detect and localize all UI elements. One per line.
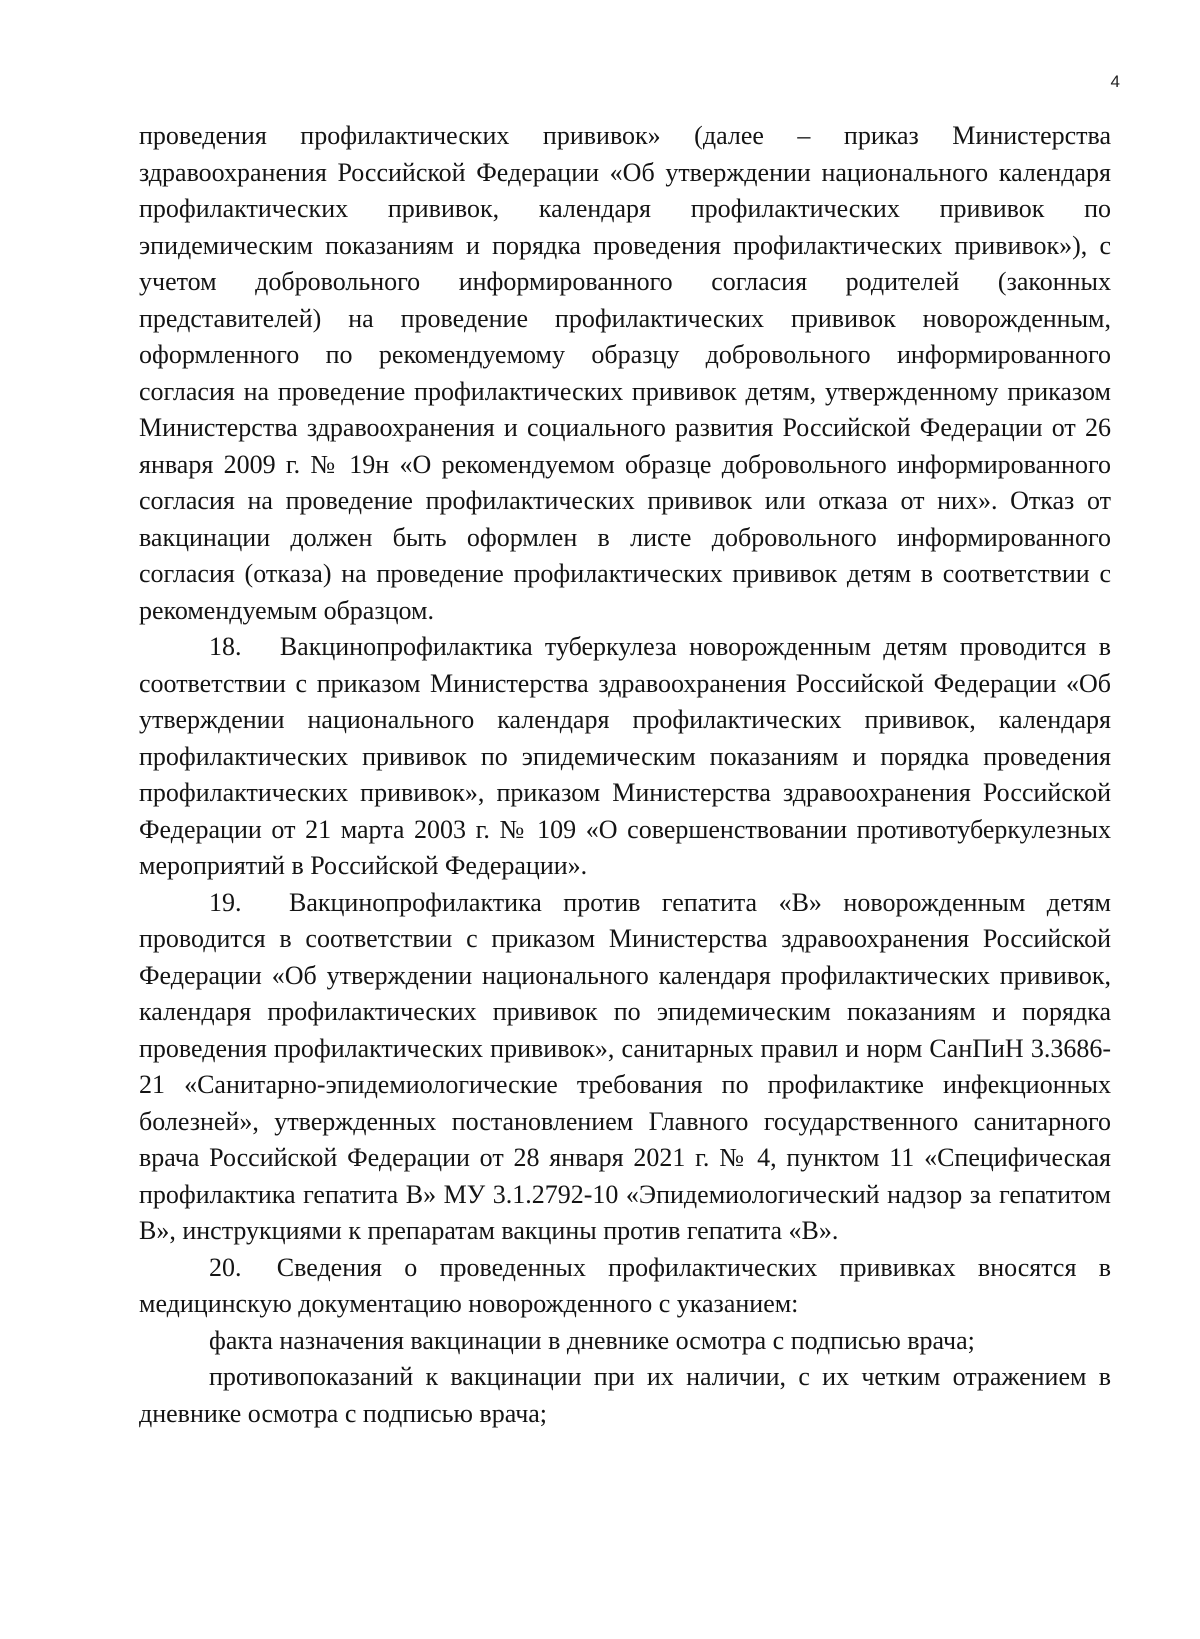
paragraph-item-19: 19. Вакцинопрофилактика против гепатита «В» новорожденным детям проводится в соответствии с приказом Министерства здравоохранения Российской Федерации «Об утверждении национального календаря профилактических прививок, календаря профилактических прививок по эпидемическим показаниям и порядка проведения профилактических прививок», санитарных правил и норм СанПиН 3.3686-21 «Санитарно-эпидемиологические требования по профилактике инфекционных болезней», утвержденных постановлением Главного государственного санитарного врача Российской Федерации от 28 января 2021 г. № 4, пунктом 11 «Специфическая профилактика гепатита В» МУ 3.1.2792-10 «Эпидемиологический надзор за гепатитом В», инструкциями к препаратам вакцины против гепатита «В».: [139, 887, 1111, 1245]
page-number: 4: [1110, 72, 1120, 91]
paragraph-continuation: проведения профилактических прививок» (далее – приказ Министерства здравоохранения Российской Федерации «Об утверждении национального календаря профилактических прививок, календаря профилактических прививок по эпидемическим показаниям и порядка проведения профилактических прививок»), с учетом добровольного информированного согласия родителей (законных представителей) на проведение профилактических прививок новорожденным, оформленного по рекомендуемому образцу добровольного информированного согласия на проведение профилактических прививок детям, утвержденному приказом Министерства здравоохранения и социального развития Российской Федерации от 26 января 2009 г. № 19н «О рекомендуемом образце добровольного информированного согласия на проведение профилактических прививок или отказа от них». Отказ от вакцинации должен быть оформлен в листе добровольного информированного согласия (отказа) на проведение профилактических прививок детям в соответствии с рекомендуемым образцом.: [139, 121, 1111, 625]
document-body: [139, 118, 1111, 1432]
paragraph-item-20-point-2: противопоказаний к вакцинации при их наличии, с их четким отражением в дневнике осмотра с подписью врача;: [139, 1362, 1111, 1428]
paragraph-item-20-point-1: факта назначения вакцинации в дневнике осмотра с подписью врача;: [209, 1325, 975, 1355]
paragraph-item-18: 18. Вакцинопрофилактика туберкулеза новорожденным детям проводится в соответствии с приказом Министерства здравоохранения Российской Федерации «Об утверждении национального календаря профилактических прививок, календаря профилактических прививок по эпидемическим показаниям и порядка проведения профилактических прививок», приказом Министерства здравоохранения Российской Федерации от 21 марта 2003 г. № 109 «О совершенствовании противотуберкулезных мероприятий в Российской Федерации».: [139, 632, 1111, 880]
paragraph-item-20: 20. Сведения о проведенных профилактических прививках вносятся в медицинскую документацию новорожденного с указанием:: [139, 1252, 1111, 1318]
